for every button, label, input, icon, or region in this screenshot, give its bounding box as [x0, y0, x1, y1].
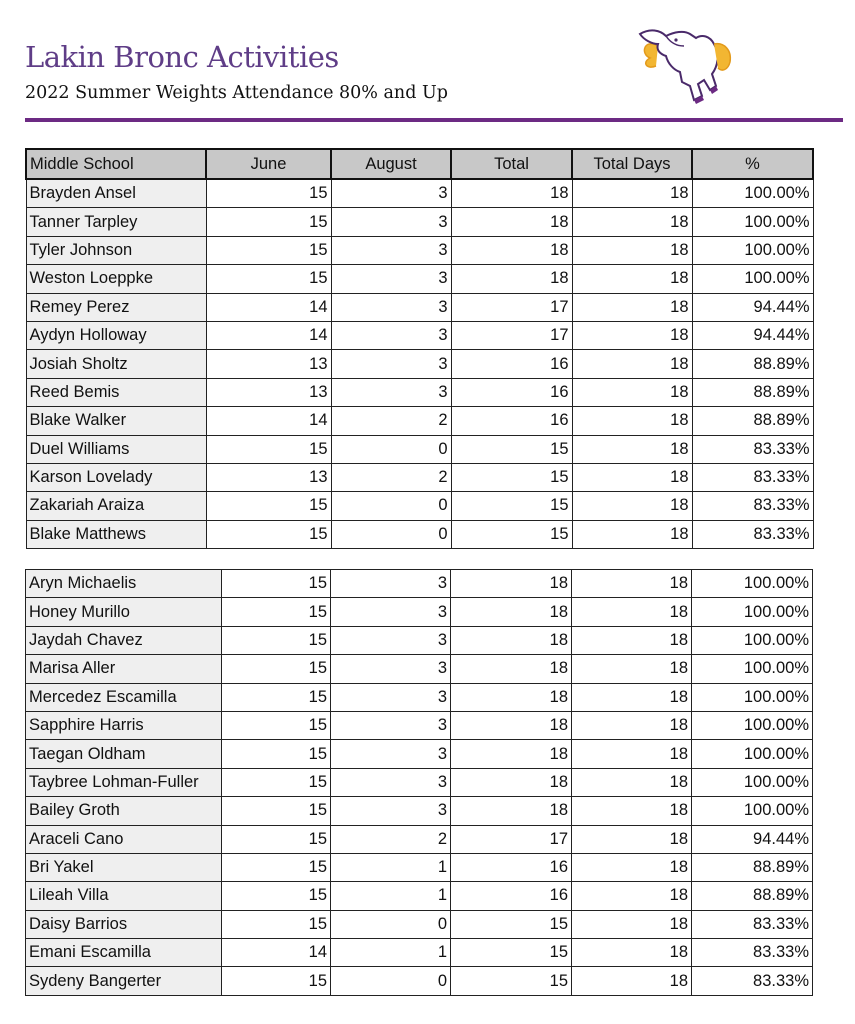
cell-name: Karson Lovelady	[26, 463, 206, 491]
cell-pct: 100.00%	[692, 598, 813, 626]
cell-name: Blake Matthews	[26, 520, 206, 548]
table-row	[26, 435, 813, 463]
cell-total: 18	[451, 179, 572, 208]
cell-days: 18	[572, 350, 692, 378]
cell-name: Jaydah Chavez	[26, 626, 222, 654]
cell-june: 15	[206, 236, 331, 264]
cell-name: Bri Yakel	[26, 853, 222, 881]
cell-june: 15	[206, 208, 331, 236]
cell-name: Reed Bemis	[26, 378, 206, 406]
table-row	[26, 768, 813, 796]
cell-june: 14	[206, 293, 331, 321]
cell-total: 15	[451, 435, 572, 463]
cell-name: Taybree Lohman-Fuller	[26, 768, 222, 796]
cell-days: 18	[572, 740, 692, 768]
cell-august: 1	[331, 882, 451, 910]
cell-june: 15	[206, 179, 331, 208]
cell-name: Brayden Ansel	[26, 179, 206, 208]
cell-total: 18	[451, 570, 572, 598]
cell-name: Taegan Oldham	[26, 740, 222, 768]
cell-pct: 100.00%	[692, 797, 813, 825]
cell-name: Aryn Michaelis	[26, 570, 222, 598]
cell-total: 18	[451, 598, 572, 626]
column-header-percent: %	[692, 149, 813, 179]
table-row	[26, 882, 813, 910]
cell-august: 2	[331, 825, 451, 853]
cell-august: 3	[331, 598, 451, 626]
cell-days: 18	[572, 797, 692, 825]
cell-total: 18	[451, 655, 572, 683]
cell-days: 18	[572, 598, 692, 626]
cell-august: 3	[331, 768, 451, 796]
cell-june: 15	[222, 740, 331, 768]
header-divider	[25, 118, 843, 122]
middle-school-girls-table	[25, 569, 813, 996]
table-row	[26, 853, 813, 881]
cell-june: 15	[222, 910, 331, 938]
cell-august: 3	[331, 179, 451, 208]
cell-august: 3	[331, 208, 451, 236]
cell-august: 0	[331, 492, 451, 520]
cell-days: 18	[572, 492, 692, 520]
cell-august: 3	[331, 570, 451, 598]
cell-august: 0	[331, 967, 451, 995]
table-row	[26, 208, 813, 236]
cell-june: 15	[222, 711, 331, 739]
table-row	[26, 910, 813, 938]
table-row	[26, 492, 813, 520]
cell-august: 3	[331, 378, 451, 406]
cell-total: 15	[451, 939, 572, 967]
column-header-june: June	[206, 149, 331, 179]
cell-pct: 88.89%	[692, 350, 813, 378]
cell-name: Weston Loeppke	[26, 265, 206, 293]
girls-table-body	[26, 570, 813, 996]
table-row	[26, 407, 813, 435]
cell-pct: 100.00%	[692, 208, 813, 236]
table-row	[26, 939, 813, 967]
table-row	[26, 626, 813, 654]
cell-days: 18	[572, 265, 692, 293]
cell-june: 15	[206, 520, 331, 548]
cell-total: 15	[451, 967, 572, 995]
cell-name: Daisy Barrios	[26, 910, 222, 938]
cell-name: Sapphire Harris	[26, 711, 222, 739]
cell-total: 18	[451, 797, 572, 825]
table-row	[26, 598, 813, 626]
cell-total: 18	[451, 683, 572, 711]
cell-pct: 83.33%	[692, 939, 813, 967]
cell-june: 15	[222, 967, 331, 995]
cell-days: 18	[572, 208, 692, 236]
table-row	[26, 740, 813, 768]
cell-days: 18	[572, 626, 692, 654]
cell-total: 18	[451, 711, 572, 739]
cell-total: 16	[451, 407, 572, 435]
cell-june: 15	[222, 797, 331, 825]
cell-august: 0	[331, 435, 451, 463]
cell-total: 15	[451, 492, 572, 520]
cell-total: 17	[451, 825, 572, 853]
cell-total: 18	[451, 236, 572, 264]
cell-june: 14	[206, 407, 331, 435]
boys-table-body	[26, 179, 813, 549]
cell-june: 15	[222, 683, 331, 711]
cell-august: 3	[331, 740, 451, 768]
cell-name: Emani Escamilla	[26, 939, 222, 967]
table-row	[26, 711, 813, 739]
cell-pct: 100.00%	[692, 236, 813, 264]
cell-pct: 83.33%	[692, 967, 813, 995]
cell-june: 15	[206, 265, 331, 293]
cell-june: 15	[206, 492, 331, 520]
cell-june: 14	[206, 321, 331, 349]
cell-pct: 100.00%	[692, 179, 813, 208]
cell-days: 18	[572, 321, 692, 349]
cell-total: 16	[451, 882, 572, 910]
column-header-name: Middle School	[26, 149, 206, 179]
page-title: Lakin Bronc Activities	[25, 40, 339, 74]
cell-june: 14	[222, 939, 331, 967]
cell-june: 15	[222, 626, 331, 654]
cell-august: 3	[331, 626, 451, 654]
table-row	[26, 570, 813, 598]
cell-days: 18	[572, 293, 692, 321]
cell-pct: 100.00%	[692, 655, 813, 683]
cell-total: 18	[451, 740, 572, 768]
cell-pct: 94.44%	[692, 321, 813, 349]
cell-august: 3	[331, 321, 451, 349]
cell-total: 16	[451, 378, 572, 406]
cell-june: 15	[222, 825, 331, 853]
column-header-total: Total	[451, 149, 572, 179]
cell-name: Zakariah Araiza	[26, 492, 206, 520]
cell-days: 18	[572, 435, 692, 463]
table-row	[26, 655, 813, 683]
cell-name: Honey Murillo	[26, 598, 222, 626]
cell-days: 18	[572, 910, 692, 938]
cell-days: 18	[572, 825, 692, 853]
cell-name: Araceli Cano	[26, 825, 222, 853]
table-row	[26, 520, 813, 548]
cell-june: 15	[222, 655, 331, 683]
column-header-august: August	[331, 149, 451, 179]
cell-name: Duel Williams	[26, 435, 206, 463]
cell-june: 13	[206, 463, 331, 491]
cell-june: 15	[222, 882, 331, 910]
table-row	[26, 825, 813, 853]
cell-name: Bailey Groth	[26, 797, 222, 825]
cell-august: 0	[331, 910, 451, 938]
cell-name: Lileah Villa	[26, 882, 222, 910]
cell-days: 18	[572, 378, 692, 406]
cell-days: 18	[572, 463, 692, 491]
cell-name: Marisa Aller	[26, 655, 222, 683]
cell-august: 1	[331, 939, 451, 967]
cell-june: 15	[222, 768, 331, 796]
cell-august: 3	[331, 711, 451, 739]
cell-pct: 83.33%	[692, 910, 813, 938]
cell-pct: 88.89%	[692, 853, 813, 881]
table-row	[26, 321, 813, 349]
table-row	[26, 265, 813, 293]
cell-total: 18	[451, 626, 572, 654]
cell-days: 18	[572, 236, 692, 264]
cell-days: 18	[572, 683, 692, 711]
table-row	[26, 179, 813, 208]
cell-days: 18	[572, 939, 692, 967]
cell-days: 18	[572, 570, 692, 598]
cell-august: 3	[331, 265, 451, 293]
cell-total: 17	[451, 293, 572, 321]
cell-total: 15	[451, 520, 572, 548]
cell-august: 0	[331, 520, 451, 548]
middle-school-boys-table	[25, 148, 814, 549]
cell-pct: 94.44%	[692, 825, 813, 853]
cell-days: 18	[572, 655, 692, 683]
bronc-horse-logo-icon	[636, 24, 742, 106]
table-row	[26, 967, 813, 995]
cell-august: 3	[331, 655, 451, 683]
cell-name: Tyler Johnson	[26, 236, 206, 264]
cell-days: 18	[572, 520, 692, 548]
cell-total: 16	[451, 350, 572, 378]
table-row	[26, 236, 813, 264]
table-row	[26, 378, 813, 406]
cell-june: 15	[222, 853, 331, 881]
cell-total: 16	[451, 853, 572, 881]
cell-pct: 100.00%	[692, 768, 813, 796]
cell-august: 2	[331, 463, 451, 491]
cell-june: 15	[206, 435, 331, 463]
table-row	[26, 350, 813, 378]
cell-pct: 83.33%	[692, 463, 813, 491]
cell-august: 3	[331, 293, 451, 321]
cell-days: 18	[572, 853, 692, 881]
cell-name: Aydyn Holloway	[26, 321, 206, 349]
cell-days: 18	[572, 967, 692, 995]
cell-pct: 83.33%	[692, 492, 813, 520]
cell-pct: 94.44%	[692, 293, 813, 321]
cell-pct: 100.00%	[692, 683, 813, 711]
cell-pct: 88.89%	[692, 407, 813, 435]
cell-days: 18	[572, 407, 692, 435]
table-row	[26, 683, 813, 711]
cell-days: 18	[572, 768, 692, 796]
cell-name: Mercedez Escamilla	[26, 683, 222, 711]
cell-total: 17	[451, 321, 572, 349]
column-header-total-days: Total Days	[572, 149, 692, 179]
cell-total: 15	[451, 910, 572, 938]
cell-total: 18	[451, 768, 572, 796]
cell-june: 15	[222, 598, 331, 626]
cell-total: 18	[451, 208, 572, 236]
cell-total: 18	[451, 265, 572, 293]
table-row	[26, 463, 813, 491]
cell-name: Sydeny Bangerter	[26, 967, 222, 995]
cell-pct: 88.89%	[692, 882, 813, 910]
cell-days: 18	[572, 179, 692, 208]
cell-august: 2	[331, 407, 451, 435]
cell-name: Blake Walker	[26, 407, 206, 435]
cell-pct: 83.33%	[692, 520, 813, 548]
cell-pct: 100.00%	[692, 711, 813, 739]
cell-pct: 100.00%	[692, 265, 813, 293]
table-row	[26, 797, 813, 825]
cell-name: Remey Perez	[26, 293, 206, 321]
cell-pct: 83.33%	[692, 435, 813, 463]
cell-days: 18	[572, 711, 692, 739]
table-header-row	[26, 149, 813, 179]
cell-june: 13	[206, 378, 331, 406]
page-subtitle: 2022 Summer Weights Attendance 80% and Up	[25, 83, 448, 103]
cell-pct: 100.00%	[692, 740, 813, 768]
cell-august: 1	[331, 853, 451, 881]
cell-august: 3	[331, 683, 451, 711]
cell-june: 15	[222, 570, 331, 598]
cell-pct: 100.00%	[692, 570, 813, 598]
cell-june: 13	[206, 350, 331, 378]
cell-august: 3	[331, 797, 451, 825]
cell-august: 3	[331, 350, 451, 378]
table-row	[26, 293, 813, 321]
cell-name: Tanner Tarpley	[26, 208, 206, 236]
cell-pct: 100.00%	[692, 626, 813, 654]
cell-august: 3	[331, 236, 451, 264]
cell-total: 15	[451, 463, 572, 491]
cell-days: 18	[572, 882, 692, 910]
cell-name: Josiah Sholtz	[26, 350, 206, 378]
cell-pct: 88.89%	[692, 378, 813, 406]
